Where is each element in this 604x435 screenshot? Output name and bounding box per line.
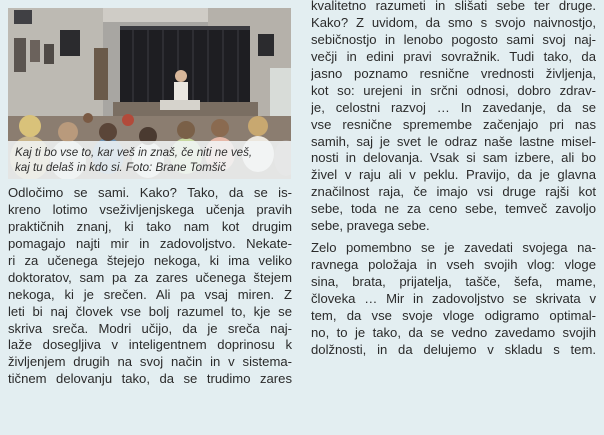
text-line: je, celostni razvoj … In zavedanje, da se bbox=[311, 99, 596, 115]
text-line: nosti in delovanja. Vsak si sam izbere, ali bo bbox=[311, 150, 596, 166]
text-line: večji in edini pravi sovražnik. Tudi tako, da bbox=[311, 48, 596, 64]
text-line: Zelo pomembno se je zavedati svojega na- bbox=[311, 240, 596, 256]
text-line: kot so: urejeni in srčni odnosi, dobro zdrav- bbox=[311, 82, 596, 98]
text-line: tičnem delovanju tako, da se trudimo zares bbox=[8, 371, 292, 387]
text-line: Kako? Z uvidom, da smo s svojo naivnostjo, bbox=[311, 14, 596, 30]
text-line: ravnega položaja in vseh svojih vlog: vloge bbox=[311, 257, 596, 273]
text-line: nekoga, ki je srečen. Ali pa vsaj miren. Z bbox=[8, 286, 292, 302]
text-line: tem, da vse svoje vloge odigramo optimal- bbox=[311, 307, 596, 323]
text-line: sebe, toda ne za ceno sebe, temveč zavoljo bbox=[311, 201, 596, 217]
text-line: praktičnih znanj, ki tako nam kot drugim bbox=[8, 218, 292, 234]
caption-line: Kaj ti bo vse to, kar veš in znaš, če niti ne veš, bbox=[15, 146, 253, 159]
text-line: laže dosegljiva v inteligentnem doprinosu k bbox=[8, 337, 292, 353]
event-photo bbox=[8, 8, 291, 179]
right-text-column bbox=[311, 0, 596, 359]
text-line: živel v raju ali v peklu. Pravijo, da je glavna bbox=[311, 167, 596, 183]
text-line: vse resnične spremembe začenjajo pri nas bbox=[311, 116, 596, 132]
text-line: sebičnostjo in lenobo pogosto sami svoj naj- bbox=[311, 31, 596, 47]
text-line: sina, brata, prijatelja, tašče, šefa, mame, bbox=[311, 274, 596, 289]
text-line: kreno lotimo vseživljenjskega učenja pravih bbox=[8, 201, 292, 217]
photo-caption bbox=[8, 141, 291, 179]
text-line: no, to je tako, da se vedno zavedamo svojih bbox=[311, 324, 596, 340]
text-line: sebe, pravega sebe. bbox=[311, 218, 430, 234]
text-line: pomagajo najti mir in zadovoljstvo. Nekate- bbox=[8, 235, 292, 251]
text-line: človeka … Mir in zadovoljstvo se skrivata v bbox=[311, 290, 596, 306]
caption-line: kaj tu delaš in kdo si. Foto: Brane Tomšič bbox=[15, 161, 226, 174]
text-line: samih, saj je svet le odraz naše lastne misel- bbox=[311, 133, 596, 149]
text-line: ri za učenega štejejo nekoga, ki ima veliko bbox=[8, 252, 292, 268]
text-line: leti bi naj človek vse bolj razumel to, kje se bbox=[8, 303, 292, 319]
text-line: življenjem drugih na svoj način in v sistema- bbox=[8, 354, 292, 370]
text-line: jasno poznamo resnične vrednosti življenja, bbox=[311, 65, 596, 81]
text-line: kvalitetno razumeti in slišati sebe ter druge. bbox=[311, 0, 596, 13]
text-line: dolžnosti, in da delujemo v skladu s tem. bbox=[311, 341, 596, 357]
text-line: doktoratov, sam pa za zares učenega štejem bbox=[8, 269, 292, 285]
text-line: Odločimo se sami. Kako? Tako, da se is- bbox=[8, 185, 292, 200]
text-line: značilnost raja, če imajo vsi druge rajši kot bbox=[311, 184, 596, 200]
text-line: skriva sreča. Modri učijo, da je sreča naj- bbox=[8, 320, 292, 336]
left-text-column bbox=[8, 185, 292, 388]
